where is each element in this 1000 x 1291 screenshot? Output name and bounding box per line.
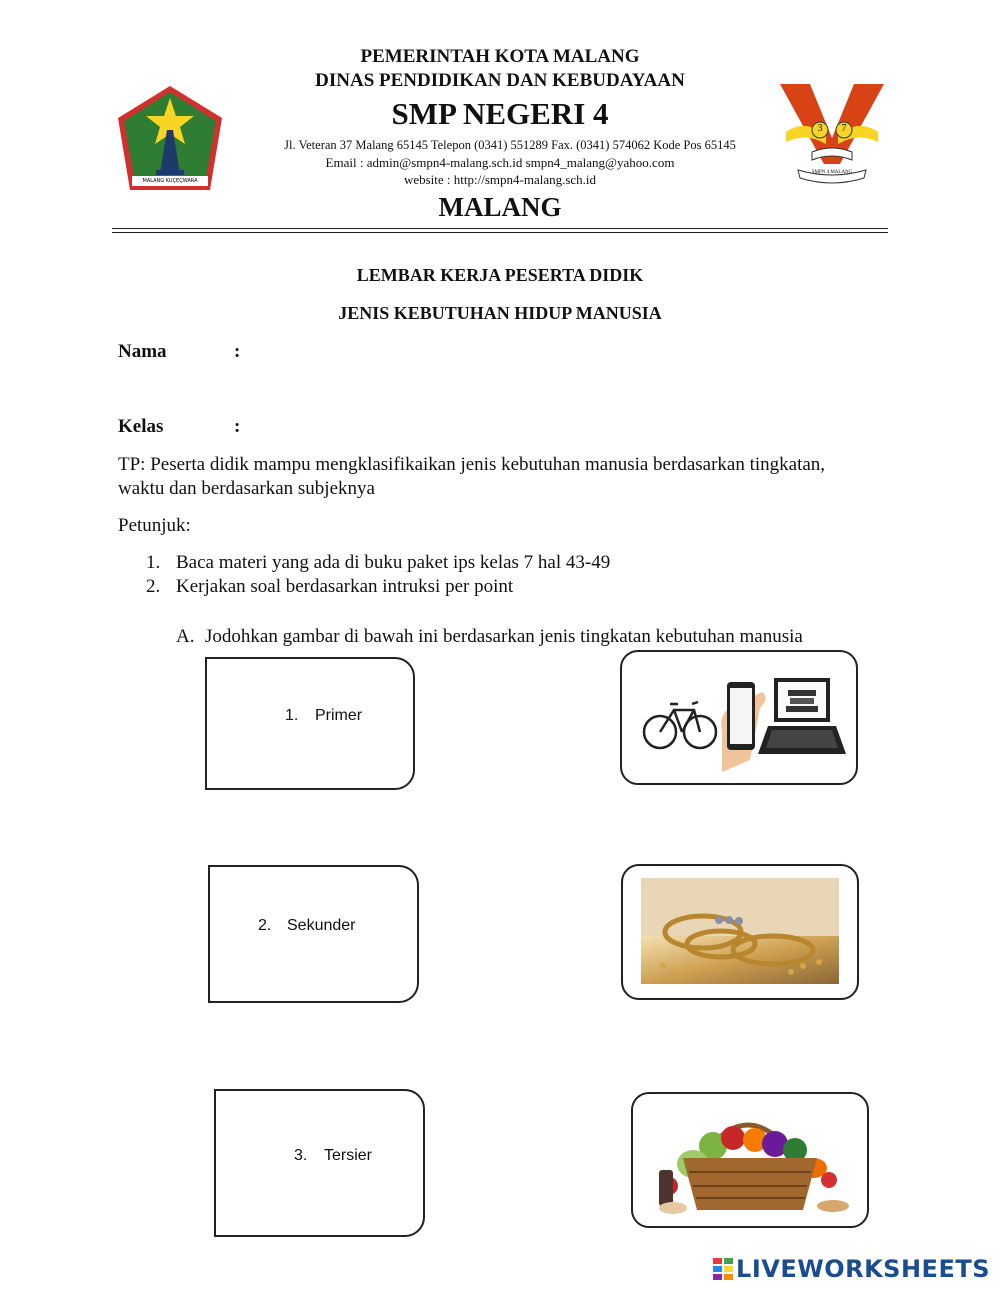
instructions-label: Petunjuk: [118,515,191,536]
name-label: Nama [118,341,167,362]
jewelry-image[interactable] [621,864,859,1000]
class-label: Kelas [118,416,164,437]
section-a-text: Jodohkan gambar di bawah ini berdasarkan jenis tingkatan kebutuhan manusia [205,626,803,647]
smartphone-icon [721,682,765,772]
match-box-sekunder[interactable] [208,865,419,1003]
header-website: website : http://smpn4-malang.sch.id [403,172,597,187]
section-a-letter: A. [176,626,195,647]
laptop-icon [758,678,846,754]
food-basket-image[interactable] [631,1092,869,1228]
header-email: Email : admin@smpn4-malang.sch.id smpn4_malang@yahoo.com [325,155,675,170]
match-label-sekunder: Sekunder [287,917,356,934]
brand-text: LIVEWORKSHEETS [736,1255,990,1283]
emblem-banner-text: SMPN 4 MALANG [811,170,853,175]
worksheet-title: LEMBAR KERJA PESERTA DIDIK [356,265,644,285]
learning-objective: TP: Peserta didik mampu mengklasifikaikan jenis kebutuhan manusia berdasarkan tingkatan, waktu dan berdasarkan subjeknya [118,454,826,499]
instruction-number-1: 1. [146,552,161,573]
emblem-number-3: 3 [817,123,823,134]
bicycle-icon [644,702,716,748]
match-number: 1. [285,707,299,724]
liveworksheets-logo [713,1255,990,1283]
emblem-number-7: 7 [841,123,847,134]
name-colon: : [234,341,241,362]
header-divider-bottom [112,232,888,233]
emblem-banner-text: MALANG KUÇEÇWARA [142,178,198,184]
match-number: 3. [294,1147,308,1164]
match-label-primer: Primer [315,707,363,724]
header-department: DINAS PENDIDIKAN DAN KEBUDAYAAN [315,70,685,91]
match-box-primer[interactable] [205,657,415,790]
worksheet-subtitle: JENIS KEBUTUHAN HIDUP MANUSIA [338,303,662,323]
bicycle-phone-laptop-image[interactable] [620,650,858,785]
header-school-name: SMP NEGERI 4 [391,96,609,131]
basket-icon [683,1158,817,1210]
match-number: 2. [258,917,272,934]
instruction-text-2: Kerjakan soal berdasarkan intruksi per point [176,576,514,597]
header-address: Jl. Veteran 37 Malang 65145 Telepon (0341) 551289 Fax. (0341) 574062 Kode Pos 65145 [284,138,736,152]
brand-tiles-icon [713,1258,733,1280]
class-colon: : [234,416,241,437]
match-box-tersier[interactable] [214,1089,425,1237]
header-city: MALANG [438,192,562,222]
instruction-text-1: Baca materi yang ada di buku paket ips kelas 7 hal 43-49 [176,552,611,573]
instruction-number-2: 2. [146,576,161,597]
header-divider-top [112,228,888,229]
match-label-tersier: Tersier [324,1147,373,1164]
header-government: PEMERINTAH KOTA MALANG [360,46,640,67]
